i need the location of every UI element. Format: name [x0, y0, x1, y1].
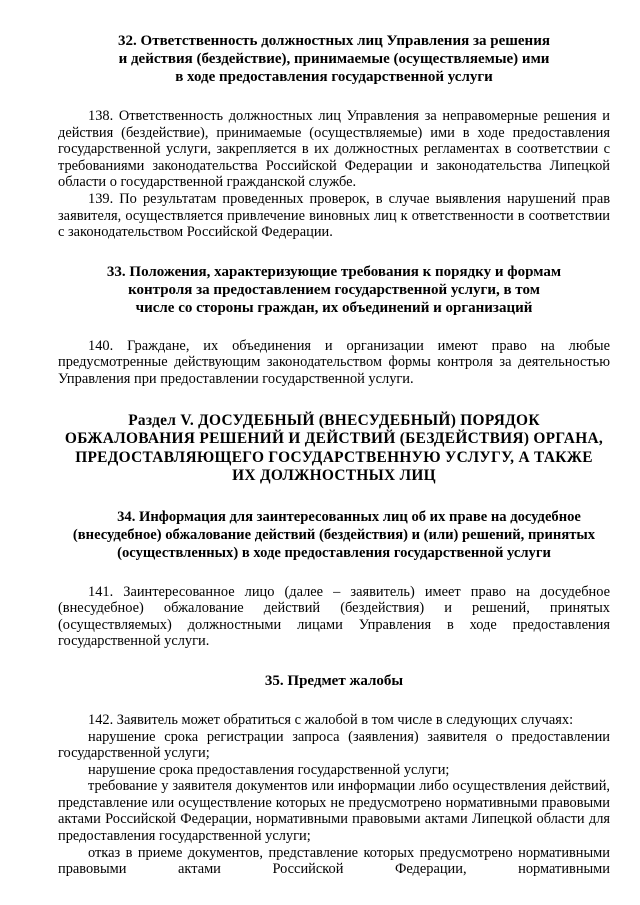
paragraph-141: 141. Заинтересованное лицо (далее – заявитель) имеет право на досудебное (внесудебное) обжалование действий (бездействия) и решений, принятых (осуществляемых) должностными лицами Управления в ходе предоставления государственной услуги. [58, 583, 610, 650]
heading-line: 33. Положения, характеризующие требования к порядку и формам [106, 263, 562, 280]
heading-line: и действия (бездействие), принимаемые (осуществляемые) ими [118, 51, 550, 67]
heading-line: контроля за предоставлением государственной услуги, в том [128, 281, 540, 298]
heading-section-34 [58, 508, 610, 562]
title-line: ПРЕДОСТАВЛЯЮЩЕГО ГОСУДАРСТВЕННУЮ УСЛУГУ, А ТАКЖЕ [75, 448, 593, 466]
heading-section-33 [58, 263, 610, 317]
heading-line: числе со стороны граждан, их объединений и организаций [135, 299, 533, 316]
heading-line: в ходе предоставления государственной услуги [175, 69, 493, 85]
heading-line: 35. Предмет жалобы [264, 672, 404, 689]
list-item-paragraph: нарушение срока предоставления государственной услуги; [88, 761, 450, 778]
paragraph-group [58, 338, 610, 388]
paragraph-group [58, 712, 610, 878]
title-line: ИХ ДОЛЖНОСТНЫХ ЛИЦ [232, 467, 436, 485]
paragraph-139: 139. По результатам проведенных проверок, в случае выявления нарушений прав заявителя, осуществляется привлечение виновных лиц к ответственности в соответствии с законодательством Российской Федерации. [58, 190, 610, 241]
section-v-title [58, 412, 610, 486]
list-item-paragraph: нарушение срока регистрации запроса (заявления) заявителя о предоставлении государственной услуги; [58, 728, 610, 762]
list-item-paragraph: отказ в приеме документов, представление которых предусмотрено нормативными правовыми актами Российской Федерации, нормативными [58, 844, 610, 878]
paragraph-group [58, 584, 610, 650]
heading-line: (внесудебное) обжалование действий (бездействия) и (или) решений, принятых [72, 526, 596, 543]
heading-line: 32. Ответственность должностных лиц Управления за решения [118, 33, 550, 49]
title-line: ОБЖАЛОВАНИЯ РЕШЕНИЙ И ДЕЙСТВИЙ (БЕЗДЕЙСТВИЯ) ОРГАНА, [64, 430, 604, 448]
heading-line: 34. Информация для заинтересованных лиц об их праве на досудебное [117, 508, 581, 525]
list-item-paragraph: требование у заявителя документов или информации либо осуществления действий, представление или осуществление которых не предусмотрено нормативными правовыми актами Российской Федерации, нормативными правовыми актами Липецкой области для предоставления государственной услуги; [58, 778, 610, 845]
paragraph-138: 138. Ответственность должностных лиц Управления за неправомерные решения и действия (бездействие), принимаемые (осуществляемые) ими в ходе предоставления государственной услуги, закрепляется в их должностных регламентах в соответствии с требованиями законодательства Российской Федерации и законодательства Липецкой области о государственной гражданской службе. [58, 108, 610, 191]
document-page [58, 24, 610, 878]
title-line: Раздел V. ДОСУДЕБНЫЙ (ВНЕСУДЕБНЫЙ) ПОРЯДОК [128, 411, 540, 429]
paragraph-group [58, 108, 610, 241]
heading-line: (осуществленных) в ходе предоставления государственной услуги [117, 544, 551, 561]
paragraph-142: 142. Заявитель может обратиться с жалобой в том числе в следующих случаях: [88, 711, 574, 728]
heading-section-32 [58, 32, 610, 86]
paragraph-140: 140. Граждане, их объединения и организации имеют право на любые предусмотренные действующим законодательством формы контроля за деятельностью Управления при предоставлении государственной услуги. [58, 337, 610, 387]
heading-section-35 [58, 672, 610, 690]
